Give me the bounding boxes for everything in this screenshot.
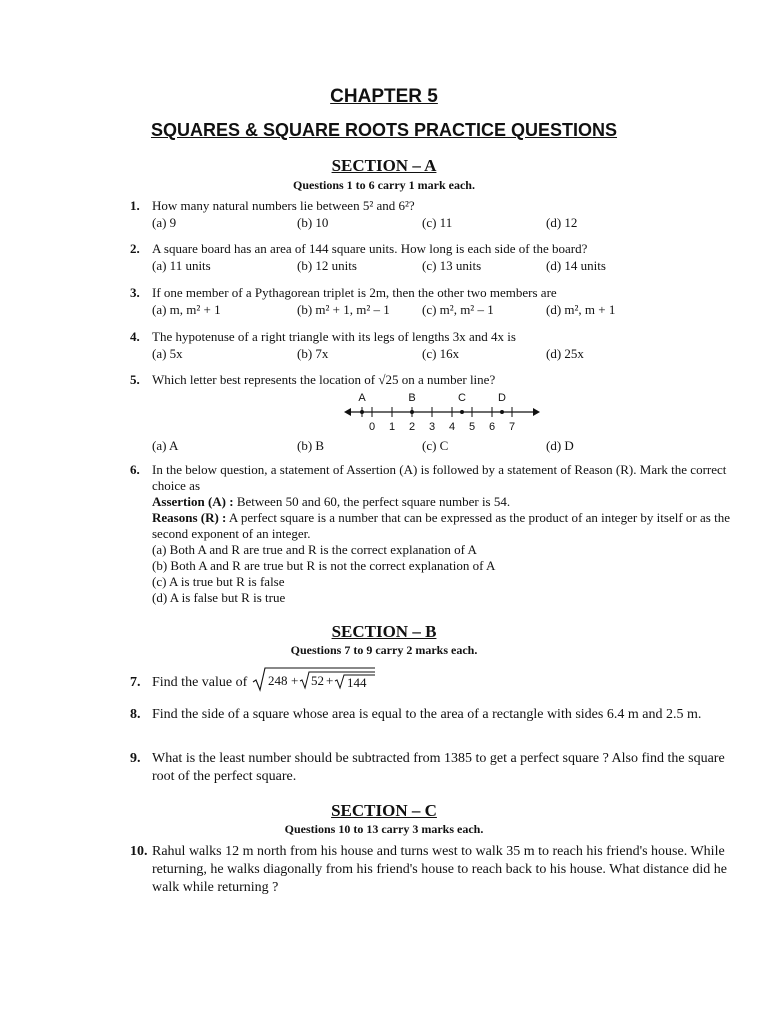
number-line-figure — [342, 392, 542, 432]
section-c-title: SECTION – C — [331, 801, 437, 820]
number-line-tick-label: 6 — [488, 421, 496, 432]
radicand-144: 144 — [346, 675, 367, 690]
section-a-title: SECTION – A — [331, 156, 437, 175]
option-d: (d) m², m + 1 — [546, 302, 616, 317]
option-d: (d) A is false but R is true — [152, 590, 286, 605]
number-line-tick-label: 2 — [408, 421, 416, 432]
question-number: 4. — [130, 329, 140, 344]
number-line-tick-label: 3 — [428, 421, 436, 432]
radicand-248: 248 — [267, 673, 288, 688]
option-a: (a) 11 units — [152, 258, 211, 273]
option-a: (a) Both A and R are true and R is the correct explanation of A — [152, 542, 477, 557]
option-c: (c) C — [422, 438, 449, 453]
radicand-52: 52 — [310, 673, 324, 688]
option-c: (c) 13 units — [422, 258, 482, 273]
question-text: The hypotenuse of a right triangle with its legs of lengths 3x and 4x is — [152, 329, 516, 344]
number-line-tick-label: 0 — [368, 421, 376, 432]
nested-radical-expression — [251, 666, 377, 692]
plus-sign: + — [325, 673, 334, 688]
question-number: 1. — [130, 198, 140, 213]
question-text: Which letter best represents the location of √25 on a number line? — [152, 372, 496, 387]
left-arrow-icon — [344, 408, 351, 416]
question-9 — [130, 750, 730, 790]
reason-text: A perfect square is a number that can be expressed as the product of an integer by itself or as the second exponent of an integer. — [152, 510, 730, 541]
number-line-tick-label: 7 — [508, 421, 516, 432]
question-number: 3. — [130, 285, 140, 300]
option-c: (c) A is true but R is false — [152, 574, 285, 589]
section-c-note: Questions 10 to 13 carry 3 marks each. — [284, 822, 484, 836]
reason-label: Reasons (R) : — [152, 510, 227, 525]
option-d: (d) D — [546, 438, 574, 453]
section-a-note: Questions 1 to 6 carry 1 mark each. — [293, 178, 475, 192]
question-text: If one member of a Pythagorean triplet is 2m, then the other two members are — [152, 285, 557, 300]
question-number: 8. — [130, 707, 141, 722]
option-a: (a) 9 — [152, 215, 177, 230]
number-line-tick-label: 1 — [388, 421, 396, 432]
option-c: (c) 11 — [422, 215, 453, 230]
option-c: (c) m², m² – 1 — [422, 302, 494, 317]
section-b-title: SECTION – B — [331, 622, 437, 641]
option-c: (c) 16x — [422, 346, 460, 361]
question-text: Rahul walks 12 m north from his house and turns west to walk 35 m to reach his friend's house. While returning, he walks diagonally from his friend's house to reach back to his house. What distance did he walk while returning ? — [152, 844, 727, 895]
option-a: (a) m, m² + 1 — [152, 302, 221, 317]
question-number: 10. — [130, 844, 148, 859]
number-line-point — [410, 410, 414, 414]
number-line-point — [360, 410, 364, 414]
question-text: In the below question, a statement of Assertion (A) is followed by a statement of Reason (R). Mark the correct choice as — [152, 462, 727, 493]
plus-sign: + — [290, 673, 299, 688]
option-a: (a) 5x — [152, 346, 183, 361]
number-line-letter-c: C — [458, 392, 466, 404]
option-b: (b) 12 units — [297, 258, 357, 273]
question-text: Find the side of a square whose area is equal to the area of a rectangle with sides 6.4 m and 2.5 m. — [152, 707, 702, 722]
reason-line — [152, 510, 732, 542]
question-6 — [130, 462, 730, 607]
assertion-line — [152, 494, 732, 510]
number-line-tick-label: 4 — [448, 421, 456, 432]
number-line-point — [460, 410, 464, 414]
number-line-letter-b: B — [408, 392, 416, 404]
number-line-letter-d: D — [498, 392, 506, 404]
question-text: A square board has an area of 144 square units. How long is each side of the board? — [152, 241, 588, 256]
option-d: (d) 25x — [546, 346, 584, 361]
question-text: What is the least number should be subtracted from 1385 to get a perfect square ? Also find the square root of the perfect square. — [152, 751, 725, 784]
question-number: 2. — [130, 241, 140, 256]
question-8 — [130, 706, 730, 746]
option-a: (a) A — [152, 438, 179, 453]
question-number: 5. — [130, 372, 140, 387]
option-b: (b) Both A and R are true but R is not the correct explanation of A — [152, 558, 496, 573]
number-line-letter-a: A — [358, 392, 366, 404]
assertion-text: Between 50 and 60, the perfect square number is 54. — [233, 494, 511, 509]
question-number: 9. — [130, 751, 141, 766]
section-b-note: Questions 7 to 9 carry 2 marks each. — [290, 643, 478, 657]
question-number: 7. — [130, 675, 141, 690]
worksheet-title: SQUARES & SQUARE ROOTS PRACTICE QUESTIONS — [150, 120, 618, 140]
question-6-body — [152, 462, 732, 606]
question-7-body — [152, 674, 732, 692]
question-text: How many natural numbers lie between 5² and 6²? — [152, 198, 415, 213]
option-d: (d) 12 — [546, 215, 578, 230]
option-b: (b) B — [297, 438, 325, 453]
question-10 — [130, 843, 730, 903]
chapter-heading: CHAPTER 5 — [330, 86, 438, 107]
assertion-label: Assertion (A) : — [152, 494, 234, 509]
number-line-tick-label: 5 — [468, 421, 476, 432]
option-b: (b) 7x — [297, 346, 329, 361]
option-b: (b) m² + 1, m² – 1 — [297, 302, 390, 317]
right-arrow-icon — [533, 408, 540, 416]
question-text: Find the value of — [152, 675, 248, 691]
number-line-point — [500, 410, 504, 414]
option-d: (d) 14 units — [546, 258, 606, 273]
question-number: 6. — [130, 462, 140, 477]
option-b: (b) 10 — [297, 215, 329, 230]
